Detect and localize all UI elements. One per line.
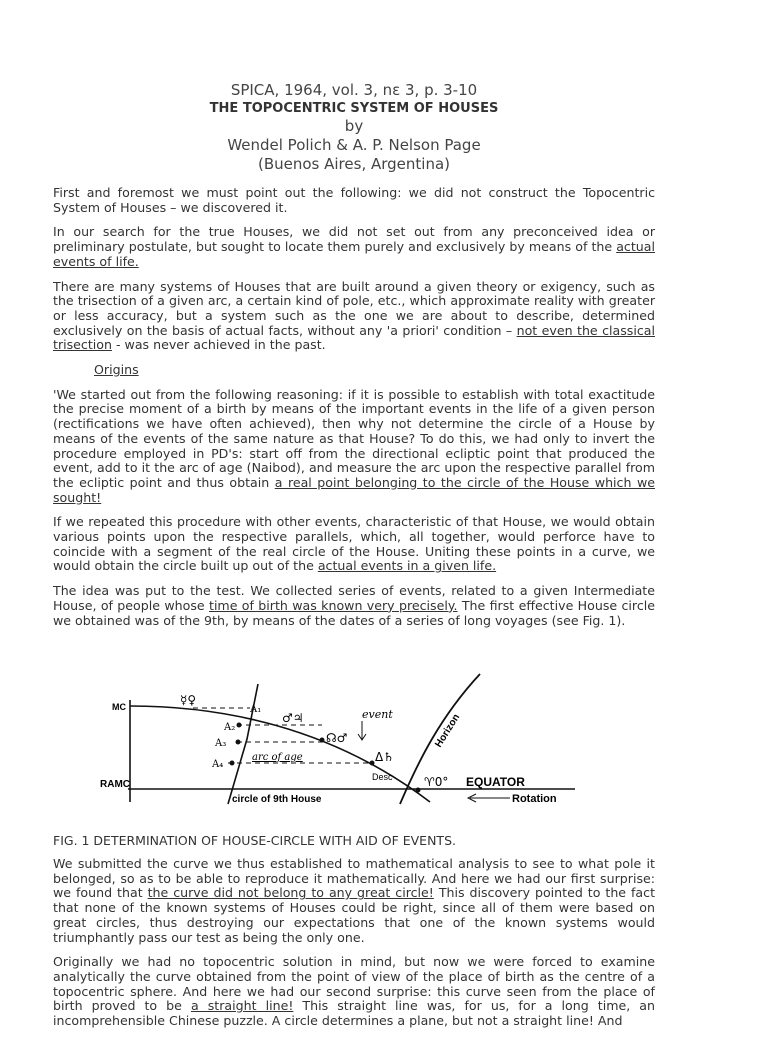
paragraph-text: This straight line was, for us, for a long time, an incomprehensible Chinese puzzle. A circle determines a plane, but not a straight line! And (53, 998, 655, 1029)
body-section-2 (53, 857, 655, 1039)
document-header (0, 80, 708, 174)
aries-label: ♈0° (424, 775, 449, 789)
location: (Buenos Aires, Argentina) (257, 155, 450, 173)
paragraph-text: First and foremost we must point out the following: we did not construct the Topocentric System of Houses – we discovered it. (53, 185, 655, 215)
by-line: by (344, 117, 364, 135)
section-heading-origins (94, 363, 655, 378)
paragraph-text: This discovery pointed to the fact that none of the known systems of Houses could be right, since all of them were based on great circles, thus destroying our expectations that one of the known systems would triumphantly pass our test as being the only one. (53, 885, 656, 945)
point-a4 (230, 761, 235, 766)
body-section-1 (53, 186, 655, 638)
paragraph (53, 584, 655, 628)
authors: Wendel Polich & A. P. Nelson Page (227, 136, 481, 154)
circle-9th-house-label: circle of 9th House (232, 794, 322, 805)
arc-of-age-label: arc of age (252, 752, 303, 763)
desc-label: Desc (372, 772, 393, 782)
figure-caption: FIG. 1 DETERMINATION OF HOUSE-CIRCLE WITH AID OF EVENTS. (53, 833, 456, 848)
paragraph (53, 515, 655, 574)
event-point (320, 738, 325, 743)
event-label: event (362, 708, 393, 721)
rotation-label: Rotation (512, 793, 557, 805)
jupiter-glyph: ♂♃ (282, 711, 304, 725)
underlined-text: time of birth was known very precisely. (209, 597, 458, 613)
a3-label: A₃ (215, 738, 227, 749)
point-a2 (237, 723, 242, 728)
horizon-label: Horizon (433, 712, 463, 750)
mc-label: MC (112, 702, 126, 712)
point-a3 (236, 740, 241, 745)
aries-point (416, 788, 421, 793)
paragraph (53, 280, 655, 354)
paragraph-text: Originally we had no topocentric solution in mind, but now we were forced to examine analytically the curve obtained from the point of view of the place of birth as the centre of a topocentric sphere. And here we had our second surprise: this curve seen from the place of birth proved to be (53, 954, 655, 1014)
paragraph-text: - was never achieved in the past. (111, 337, 326, 353)
equator-label: EQUATOR (466, 775, 525, 789)
document-title: THE TOPOCENTRIC SYSTEM OF HOUSES (209, 101, 499, 116)
paragraph-text: The first effective House circle we obtained was of the 9th, by means of the dates of a series of long voyages (see Fig. 1). (53, 597, 655, 628)
a1-label: A₁ (250, 704, 262, 715)
paragraph (53, 857, 655, 945)
paragraph-text: We submitted the curve we thus established to mathematical analysis to see to what pole it belonged, so as to be able to reproduce it mathematically. And here we had our first surprise: we found that (53, 856, 655, 901)
paragraph-text: 'We started out from the following reasoning: if it is possible to establish with total exactitude the precise moment of a birth by means of the important events in the life of a given person (rectifications we have often achieved), then why not determine the circle of a House by means of the events of the same nature as that House? To do this, we had only to invert the procedure employed in PD's: start off from the directional ecliptic point that produced the event, add to it the arc of age (Naibod), and measure the arc upon the respective parallel from the ecliptic point and thus obtain (53, 386, 655, 490)
house-circle-line (228, 684, 258, 804)
a4-label: A₄ (212, 759, 224, 770)
heading-text: Origins (94, 362, 139, 378)
paragraph-text: If we repeated this procedure with other events, characteristic of that House, we would obtain various points upon the respective parallels, which, all together, would perforce have to coincide with a segment of the real circle of the House. Uniting these points in a curve, we would obtain the circle built up out of the (53, 514, 655, 574)
saturn-glyph: Δ♄ (375, 750, 394, 764)
a2-label: A₂ (224, 722, 236, 733)
paragraph-text: In our search for the true Houses, we did not set out from any preconceived idea or preliminary postulate, but sought to locate them purely and exclusively by means of the (53, 224, 655, 255)
underlined-text: actual events in a given life. (317, 558, 497, 574)
mars-glyph: ☊♂ (326, 731, 348, 745)
underlined-text: the curve did not belong to any great circle! (147, 885, 434, 901)
paragraph-text: There are many systems of Houses that are built around a given theory or exigency, such as the trisection of a given arc, a certain kind of pole, etc., which approximate reality with greater or less accuracy, but a system such as the one we are about to describe, determined exclusively on the basis of actual facts, without any 'a priori' condition – (53, 278, 655, 338)
paragraph (53, 388, 655, 506)
underlined-text: a real point belonging to the circle of the House which we sought! (53, 474, 655, 505)
paragraph (53, 186, 655, 215)
mercury-venus-glyph: ☿♀ (180, 693, 197, 707)
underlined-text: actual events of life. (53, 239, 655, 269)
paragraph-text: The idea was put to the test. We collected series of events, related to a given Intermediate House, of people whose (53, 583, 655, 613)
paragraph (53, 955, 655, 1029)
underlined-text: a straight line! (190, 998, 294, 1014)
underlined-text: not even the classical trisection (53, 322, 655, 353)
figure-house-circle-diagram (100, 662, 590, 822)
ramc-label: RAMC (100, 779, 130, 790)
paragraph (53, 225, 655, 269)
event-point (370, 761, 375, 766)
citation: SPICA, 1964, vol. 3, nε 3, p. 3-10 (230, 81, 478, 99)
